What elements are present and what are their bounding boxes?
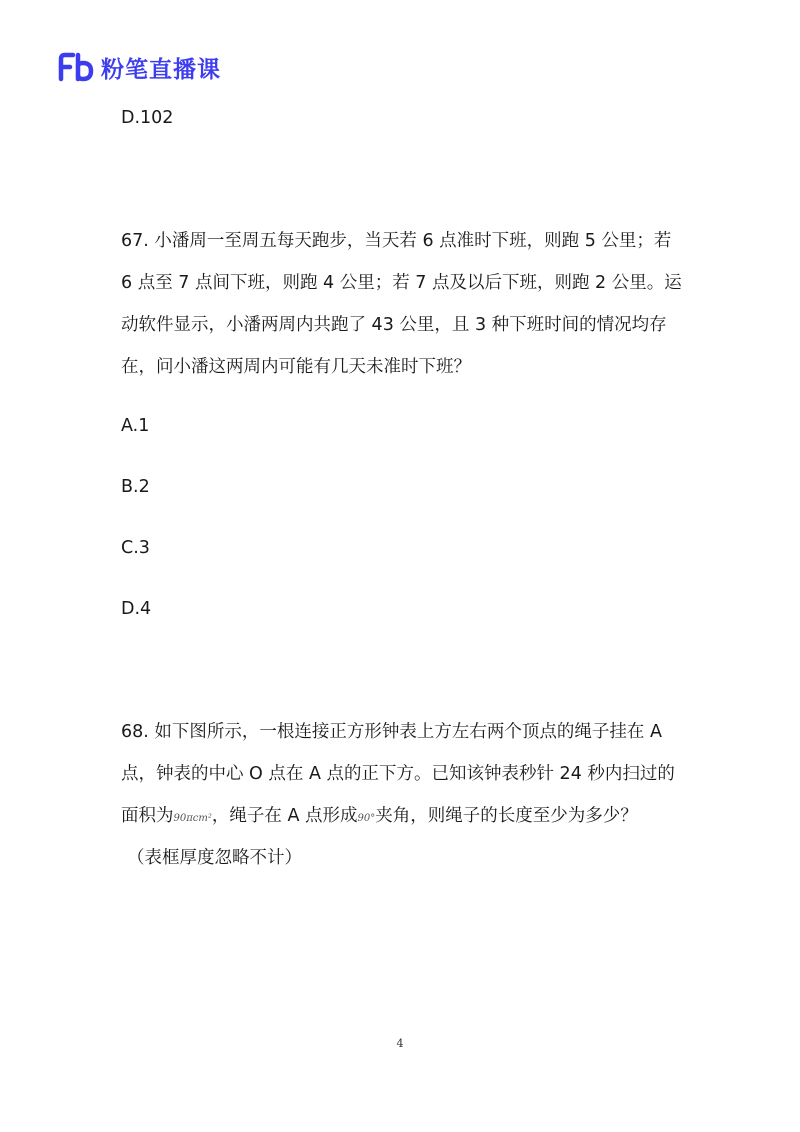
header <box>57 50 221 84</box>
q67-option-a: A.1 <box>121 416 150 436</box>
q68-line-3 <box>121 804 638 831</box>
prev-option-d: D.102 <box>121 108 174 128</box>
q68-line-1: 68. 如下图所示，一根连接正方形钟表上方左右两个顶点的绳子挂在 A <box>121 722 662 742</box>
area-formula: 90πcm² <box>173 813 212 824</box>
q67-line-3: 动软件显示，小潘两周内共跑了 43 公里，且 3 种下班时间的情况均存 <box>121 315 667 335</box>
q67-line-1: 67. 小潘周一至周五每天跑步，当天若 6 点准时下班，则跑 5 公里；若 <box>121 231 672 251</box>
q67-option-b: B.2 <box>121 477 150 497</box>
q68-line-3-text-b: ，绳子在 A 点形成 <box>211 806 358 826</box>
q68-line-2: 点，钟表的中心 O 点在 A 点的正下方。已知该钟表秒针 24 秒内扫过的 <box>121 764 675 784</box>
angle-formula: 90° <box>357 813 376 824</box>
brand-name: 粉笔直播课 <box>101 56 221 83</box>
fb-logo-icon <box>57 52 95 82</box>
q67-option-d: D.4 <box>121 599 152 619</box>
page-number: 4 <box>396 1037 404 1050</box>
q67-line-2: 6 点至 7 点间下班，则跑 4 公里；若 7 点及以后下班，则跑 2 公里。运 <box>121 273 682 293</box>
q68-line-3-text-c: 夹角，则绳子的长度至少为多少？ <box>375 806 638 826</box>
q68-line-3-text-a: 面积为 <box>121 806 174 826</box>
q67-line-4: 在，问小潘这两周内可能有几天未准时下班？ <box>121 357 471 377</box>
q68-line-4: （表框厚度忽略不计） <box>127 848 302 868</box>
q67-option-c: C.3 <box>121 538 150 558</box>
